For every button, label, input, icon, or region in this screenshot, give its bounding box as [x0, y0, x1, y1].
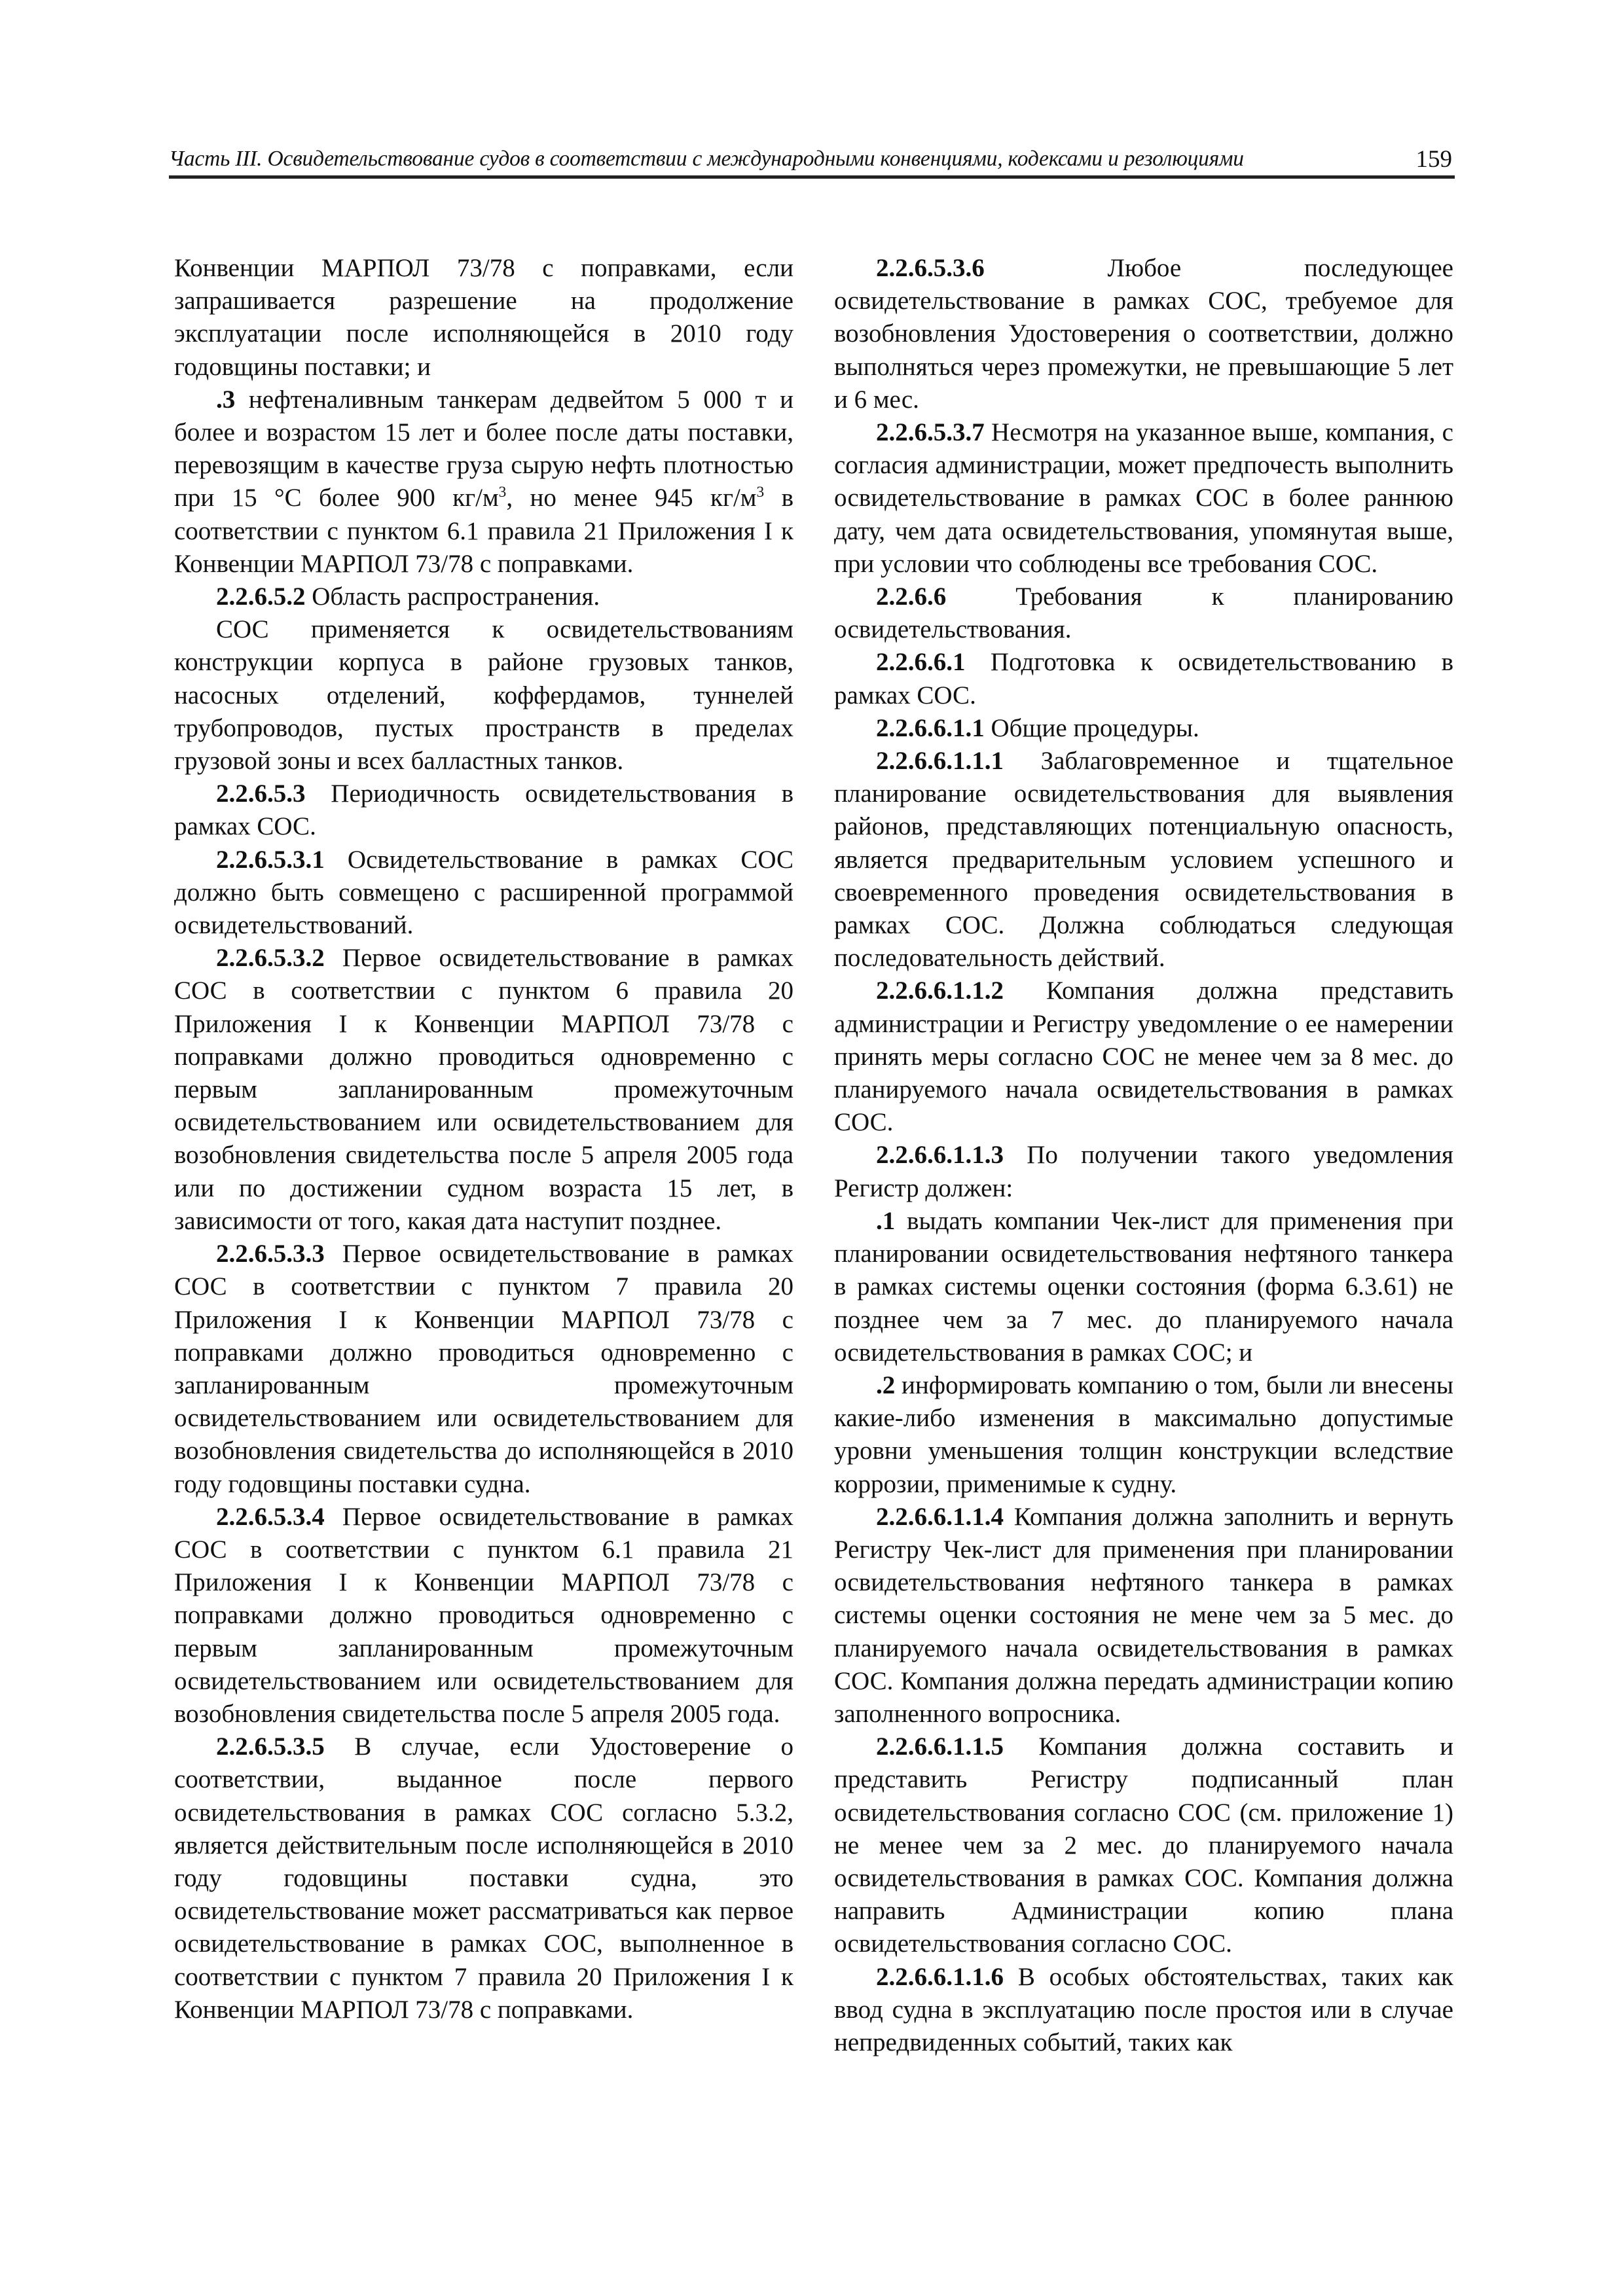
section-2-2-6-5-3-6 [834, 252, 1453, 416]
section-text: Компания должна представить администрации и Регистру уведомление о ее намерении принять меры согласно СОС не менее чем за 8 мес. до планируемого начала освидетельствования в рамках СОС. [834, 977, 1453, 1137]
section-number: 2.2.6.5.3.7 [876, 418, 985, 447]
right-column [834, 252, 1453, 2059]
section-2-2-6-6-1-1 [834, 712, 1453, 745]
left-column [174, 252, 793, 2026]
section-text: Первое освидетельствование в рамках СОС в соответствии с пунктом 7 правила 20 Приложения I к Конвенции МАРПОЛ 73/78 с поправками должно проводиться одновременно с запланированным промежуточным освидетельствованием или освидетельствованием для возобновления свидетельства до исполняющейся в 2010 году годовщины поставки судна. [174, 1240, 793, 1498]
section-2-2-6-5-3-2 [174, 942, 793, 1238]
list-item-2 [834, 1369, 1453, 1501]
item-text: нефтеналивным танкерам дедвейтом 5 000 т и более и возрастом 15 лет и более после даты поставки, перевозящим в качестве груза сырую нефть плотностью при 15 °C более 900 кг/м [174, 385, 793, 512]
section-2-2-6-5-3-3 [174, 1238, 793, 1501]
section-text: В особых обстоятельствах, таких как ввод судна в эксплуатацию после простоя или в случае непредвиденных событий, таких как [834, 1962, 1453, 2056]
list-item-1 [834, 1205, 1453, 1369]
section-2-2-6-5-3 [174, 778, 793, 843]
page-number: 159 [1415, 146, 1452, 173]
page-header [169, 143, 1455, 179]
section-2-2-6-6-1 [834, 646, 1453, 711]
item-text: информировать компанию о том, были ли внесены какие-либо изменения в максимально допустимые уровни уменьшения толщин конструкции вследствие коррозии, применимые к судну. [834, 1371, 1453, 1498]
section-text: По получении такого уведомления Регистр должен: [834, 1141, 1453, 1202]
section-text: Компания должна составить и представить Регистру подписанный план освидетельствования согласно СОС (см. приложение 1) не менее чем за 2 мес. до планируемого начала освидетельствования в рамках СОС. Компания должна направить Администрации копию плана освидетельствования согласно СОС. [834, 1732, 1453, 1958]
section-number: 2.2.6.5.3.6 [876, 254, 985, 282]
section-text: Общие процедуры. [984, 713, 1199, 742]
section-text: Компания должна заполнить и вернуть Регистру Чек-лист для применения при планировании освидетельствования нефтяного танкера в рамках системы оценки состояния не мене чем за 5 мес. до планируемого начала освидетельствования в рамках СОС. Компания должна передать администрации копию заполненного вопросника. [834, 1502, 1453, 1728]
list-item-3 [174, 384, 793, 581]
section-number: 2.2.6.5.3.4 [216, 1502, 325, 1531]
section-number: 2.2.6.5.3 [216, 780, 306, 808]
section-text: Первое освидетельствование в рамках СОС в соответствии с пунктом 6.1 правила 21 Приложения I к Конвенции МАРПОЛ 73/78 с поправками должно проводиться одновременно с первым запланированным промежуточным освидетельствованием или освидетельствованием для возобновления свидетельства после 5 апреля 2005 года. [174, 1502, 793, 1728]
section-2-2-6-6-1-1-3 [834, 1139, 1453, 1204]
section-2-2-6-5-3-7 [834, 416, 1453, 581]
section-2-2-6-5-3-1 [174, 844, 793, 942]
section-text: Освидетельствование в рамках СОС должно быть совмещено с расширенной программой освидетельствований. [174, 845, 793, 940]
section-number: 2.2.6.5.2 [216, 583, 306, 611]
section-number: 2.2.6.5.3.2 [216, 944, 325, 973]
section-number: 2.2.6.6.1.1.1 [876, 747, 1004, 776]
superscript: 3 [498, 484, 507, 501]
section-2-2-6-6-1-1-2 [834, 975, 1453, 1139]
section-2-2-6-6-1-1-4 [834, 1501, 1453, 1731]
section-number: 2.2.6.6.1.1.2 [876, 977, 1004, 1005]
section-number: 2.2.6.5.3.3 [216, 1240, 325, 1268]
paragraph: Конвенции МАРПОЛ 73/78 с поправками, если запрашивается разрешение на продолжение эксплуатации после исполняющейся в 2010 году годовщины поставки; и [174, 254, 793, 381]
section-number: 2.2.6.6.1.1.4 [876, 1502, 1004, 1531]
running-header-title: Часть III. Освидетельствование судов в соответствии с международными конвенциями, кодексами и резолюциями [169, 147, 1244, 171]
item-number: .2 [876, 1371, 896, 1399]
section-number: 2.2.6.6.1.1.3 [876, 1141, 1004, 1170]
superscript: 3 [756, 484, 765, 501]
section-2-2-6-6-1-1-6 [834, 1961, 1453, 2060]
section-number: 2.2.6.6.1 [876, 648, 966, 677]
section-2-2-6-5-2 [174, 581, 793, 613]
section-2-2-6-6-1-1-1 [834, 745, 1453, 975]
section-text: Периодичность освидетельствования в рамках СОС. [174, 780, 793, 841]
section-text: Несмотря на указанное выше, компания, с согласия администрации, может предпочесть выполнить освидетельствование в рамках СОС в более раннюю дату, чем дата освидетельствования, упомянутая выше, при условии что соблюдены все требования СОС. [834, 418, 1453, 578]
section-number: 2.2.6.6.1.1 [876, 713, 985, 742]
section-text: Область распространения. [305, 583, 600, 611]
item-text: в соответствии с пунктом 6.1 правила 21 Приложения I к Конвенции МАРПОЛ 73/78 с поправками. [174, 484, 794, 578]
section-number: 2.2.6.5.3.5 [216, 1732, 325, 1761]
section-text: Заблаговременное и тщательное планирование освидетельствования для выявления районов, представляющих потенциальную опасность, является предварительным условием успешного и своевременного проведения освидетельствования в рамках СОС. Должна соблюдаться следующая последовательность действий. [834, 747, 1453, 973]
section-2-2-6-5-3-5 [174, 1731, 793, 2026]
item-text: , но менее 945 кг/м [506, 484, 757, 512]
section-number: 2.2.6.6 [876, 583, 947, 611]
section-text: В случае, если Удостоверение о соответствии, выданное после первого освидетельствования в рамках СОС согласно 5.3.2, является действительным после исполняющейся в 2010 году годовщины поставки судна, это освидетельствование может рассматриваться как первое освидетельствование в рамках СОС, выполненное в соответствии с пунктом 7 правила 20 Приложения I к Конвенции МАРПОЛ 73/78 с поправками. [174, 1732, 793, 2024]
item-number: .1 [876, 1206, 896, 1235]
item-text: выдать компании Чек-лист для применения при планировании освидетельствования нефтяного танкера в рамках системы оценки состояния (форма 6.3.61) не позднее чем за 7 мес. до планируемого начала освидетельствования в рамках СОС; и [834, 1206, 1453, 1367]
section-text: Подготовка к освидетельствованию в рамках СОС. [834, 648, 1453, 709]
section-text: Первое освидетельствование в рамках СОС в соответствии с пунктом 6 правила 20 Приложения I к Конвенции МАРПОЛ 73/78 с поправками должно проводиться одновременно с первым запланированным промежуточным освидетельствованием или освидетельствованием для возобновления свидетельства после 5 апреля 2005 года или по достижении судном возраста 15 лет, в зависимости от того, какая дата наступит позднее. [174, 944, 793, 1235]
section-number: 2.2.6.5.3.1 [216, 845, 325, 874]
section-2-2-6-5-3-4 [174, 1501, 793, 1731]
section-number: 2.2.6.6.1.1.6 [876, 1962, 1004, 1991]
section-2-2-6-6 [834, 581, 1453, 646]
paragraph: СОС применяется к освидетельствованиям конструкции корпуса в районе грузовых танков, насосных отделений, коффердамов, туннелей трубопроводов, пустых пространств в пределах грузовой зоны и всех балластных танков. [174, 615, 793, 776]
section-text: Требования к планированию освидетельствования. [834, 583, 1453, 644]
section-number: 2.2.6.6.1.1.5 [876, 1732, 1004, 1761]
section-2-2-6-6-1-1-5 [834, 1731, 1453, 1960]
item-number: .3 [216, 385, 236, 414]
section-text: Любое последующее освидетельствование в рамках СОС, требуемое для возобновления Удостоверения о соответствии, должно выполняться через промежутки, не превышающие 5 лет и 6 мес. [834, 254, 1453, 414]
